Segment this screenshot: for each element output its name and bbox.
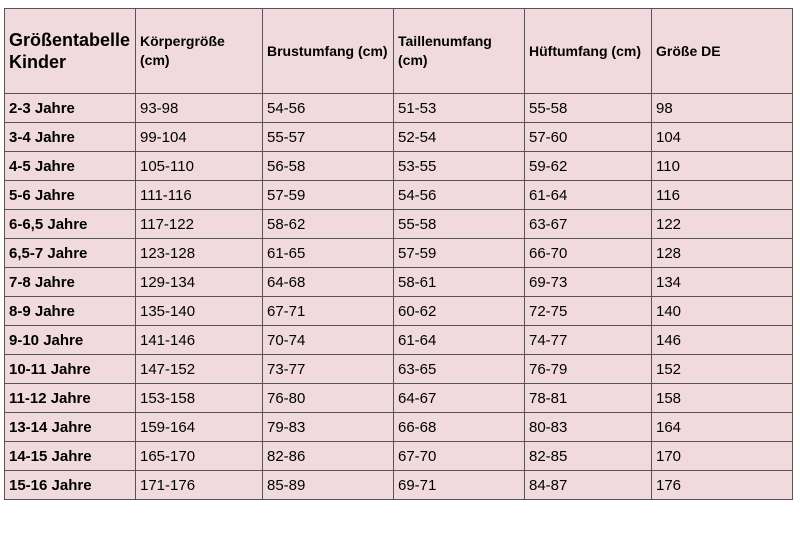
groesse-de-cell: 110 bbox=[652, 152, 793, 181]
taillenumfang-cell: 63-65 bbox=[394, 355, 525, 384]
brustumfang-cell: 76-80 bbox=[263, 384, 394, 413]
age-cell: 6-6,5 Jahre bbox=[5, 210, 136, 239]
table-row bbox=[5, 326, 793, 355]
groesse-de-cell: 170 bbox=[652, 442, 793, 471]
taillenumfang-cell: 54-56 bbox=[394, 181, 525, 210]
groesse-de-cell: 146 bbox=[652, 326, 793, 355]
brustumfang-cell: 70-74 bbox=[263, 326, 394, 355]
groesse-de-cell: 128 bbox=[652, 239, 793, 268]
hueftumfang-cell: 66-70 bbox=[525, 239, 652, 268]
brustumfang-cell: 73-77 bbox=[263, 355, 394, 384]
header-cell-brustumfang: Brustumfang (cm) bbox=[263, 9, 394, 94]
table-row bbox=[5, 94, 793, 123]
header-cell-title: Größentabelle Kinder bbox=[5, 9, 136, 94]
age-cell: 13-14 Jahre bbox=[5, 413, 136, 442]
groesse-de-cell: 140 bbox=[652, 297, 793, 326]
taillenumfang-cell: 64-67 bbox=[394, 384, 525, 413]
taillenumfang-cell: 67-70 bbox=[394, 442, 525, 471]
table-row bbox=[5, 123, 793, 152]
brustumfang-cell: 82-86 bbox=[263, 442, 394, 471]
koerpergroesse-cell: 135-140 bbox=[136, 297, 263, 326]
taillenumfang-cell: 60-62 bbox=[394, 297, 525, 326]
age-cell: 3-4 Jahre bbox=[5, 123, 136, 152]
koerpergroesse-cell: 129-134 bbox=[136, 268, 263, 297]
groesse-de-cell: 134 bbox=[652, 268, 793, 297]
age-cell: 9-10 Jahre bbox=[5, 326, 136, 355]
groesse-de-cell: 122 bbox=[652, 210, 793, 239]
age-cell: 15-16 Jahre bbox=[5, 471, 136, 500]
brustumfang-cell: 56-58 bbox=[263, 152, 394, 181]
brustumfang-cell: 54-56 bbox=[263, 94, 394, 123]
koerpergroesse-cell: 111-116 bbox=[136, 181, 263, 210]
age-cell: 2-3 Jahre bbox=[5, 94, 136, 123]
brustumfang-cell: 85-89 bbox=[263, 471, 394, 500]
koerpergroesse-cell: 93-98 bbox=[136, 94, 263, 123]
brustumfang-cell: 57-59 bbox=[263, 181, 394, 210]
brustumfang-cell: 64-68 bbox=[263, 268, 394, 297]
table-row bbox=[5, 152, 793, 181]
hueftumfang-cell: 55-58 bbox=[525, 94, 652, 123]
table-row bbox=[5, 210, 793, 239]
brustumfang-cell: 79-83 bbox=[263, 413, 394, 442]
brustumfang-cell: 61-65 bbox=[263, 239, 394, 268]
koerpergroesse-cell: 99-104 bbox=[136, 123, 263, 152]
koerpergroesse-cell: 153-158 bbox=[136, 384, 263, 413]
table-row bbox=[5, 355, 793, 384]
taillenumfang-cell: 51-53 bbox=[394, 94, 525, 123]
header-cell-hueftumfang: Hüftumfang (cm) bbox=[525, 9, 652, 94]
age-cell: 14-15 Jahre bbox=[5, 442, 136, 471]
groesse-de-cell: 152 bbox=[652, 355, 793, 384]
taillenumfang-cell: 57-59 bbox=[394, 239, 525, 268]
taillenumfang-cell: 61-64 bbox=[394, 326, 525, 355]
hueftumfang-cell: 61-64 bbox=[525, 181, 652, 210]
age-cell: 11-12 Jahre bbox=[5, 384, 136, 413]
koerpergroesse-cell: 105-110 bbox=[136, 152, 263, 181]
header-cell-groesse-de: Größe DE bbox=[652, 9, 793, 94]
groesse-de-cell: 98 bbox=[652, 94, 793, 123]
age-cell: 10-11 Jahre bbox=[5, 355, 136, 384]
hueftumfang-cell: 69-73 bbox=[525, 268, 652, 297]
age-cell: 8-9 Jahre bbox=[5, 297, 136, 326]
brustumfang-cell: 67-71 bbox=[263, 297, 394, 326]
groesse-de-cell: 176 bbox=[652, 471, 793, 500]
table-row bbox=[5, 413, 793, 442]
hueftumfang-cell: 63-67 bbox=[525, 210, 652, 239]
taillenumfang-cell: 69-71 bbox=[394, 471, 525, 500]
hueftumfang-cell: 72-75 bbox=[525, 297, 652, 326]
table-row bbox=[5, 384, 793, 413]
groesse-de-cell: 158 bbox=[652, 384, 793, 413]
hueftumfang-cell: 80-83 bbox=[525, 413, 652, 442]
table-row bbox=[5, 297, 793, 326]
header-cell-taillenumfang: Taillenumfang (cm) bbox=[394, 9, 525, 94]
taillenumfang-cell: 53-55 bbox=[394, 152, 525, 181]
groesse-de-cell: 164 bbox=[652, 413, 793, 442]
taillenumfang-cell: 66-68 bbox=[394, 413, 525, 442]
taillenumfang-cell: 52-54 bbox=[394, 123, 525, 152]
hueftumfang-cell: 74-77 bbox=[525, 326, 652, 355]
hueftumfang-cell: 84-87 bbox=[525, 471, 652, 500]
brustumfang-cell: 58-62 bbox=[263, 210, 394, 239]
hueftumfang-cell: 57-60 bbox=[525, 123, 652, 152]
age-cell: 5-6 Jahre bbox=[5, 181, 136, 210]
age-cell: 4-5 Jahre bbox=[5, 152, 136, 181]
header-row bbox=[5, 9, 793, 94]
groesse-de-cell: 116 bbox=[652, 181, 793, 210]
koerpergroesse-cell: 123-128 bbox=[136, 239, 263, 268]
koerpergroesse-cell: 147-152 bbox=[136, 355, 263, 384]
hueftumfang-cell: 59-62 bbox=[525, 152, 652, 181]
header-cell-koerpergroesse: Körpergröße (cm) bbox=[136, 9, 263, 94]
hueftumfang-cell: 76-79 bbox=[525, 355, 652, 384]
taillenumfang-cell: 55-58 bbox=[394, 210, 525, 239]
table-row bbox=[5, 181, 793, 210]
table-row bbox=[5, 268, 793, 297]
taillenumfang-cell: 58-61 bbox=[394, 268, 525, 297]
brustumfang-cell: 55-57 bbox=[263, 123, 394, 152]
table-row bbox=[5, 442, 793, 471]
table-row bbox=[5, 239, 793, 268]
age-cell: 6,5-7 Jahre bbox=[5, 239, 136, 268]
koerpergroesse-cell: 165-170 bbox=[136, 442, 263, 471]
koerpergroesse-cell: 171-176 bbox=[136, 471, 263, 500]
table-row bbox=[5, 471, 793, 500]
size-chart-table bbox=[4, 8, 793, 500]
koerpergroesse-cell: 117-122 bbox=[136, 210, 263, 239]
age-cell: 7-8 Jahre bbox=[5, 268, 136, 297]
koerpergroesse-cell: 141-146 bbox=[136, 326, 263, 355]
hueftumfang-cell: 82-85 bbox=[525, 442, 652, 471]
table-body bbox=[5, 94, 793, 500]
groesse-de-cell: 104 bbox=[652, 123, 793, 152]
hueftumfang-cell: 78-81 bbox=[525, 384, 652, 413]
koerpergroesse-cell: 159-164 bbox=[136, 413, 263, 442]
